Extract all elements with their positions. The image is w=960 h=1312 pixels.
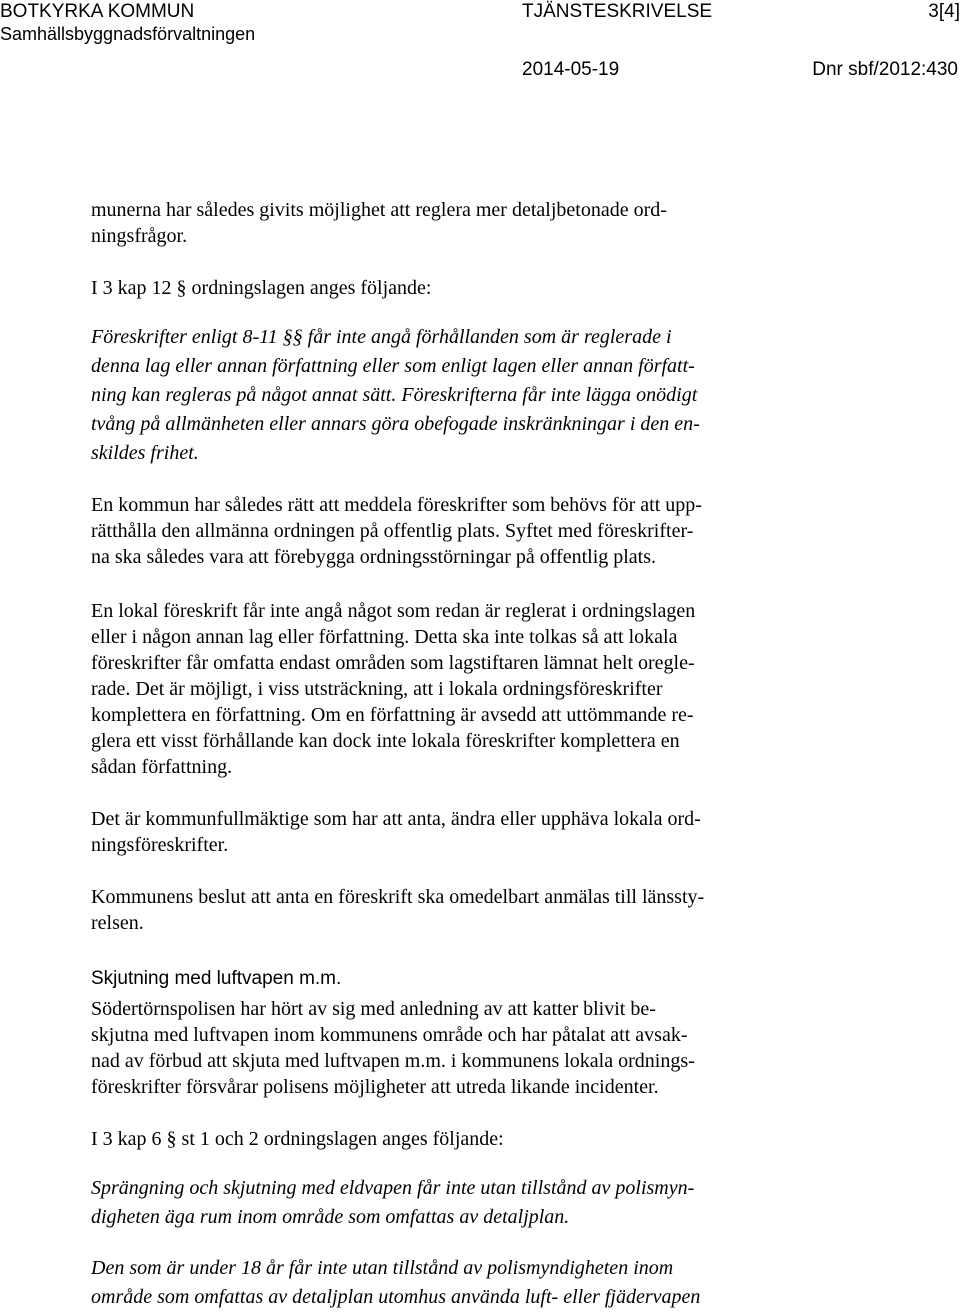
quote-paragraph-3: Den som är under 18 år får inte utan tillstånd av polismyndigheten inom område som omfattas av detaljplan utomhus använda luft- eller fjädervapen bbox=[91, 1257, 701, 1308]
page-number: 3[4] bbox=[928, 1, 960, 22]
paragraph-4: En kommun har således rätt att meddela föreskrifter som behövs för att upp- rätthålla den allmänna ordningen på offentlig plats. Syftet med föreskrifter- na ska således vara att förebygga ordningsstörningar på offentlig plats. bbox=[91, 494, 702, 568]
paragraph-9: I 3 kap 6 § st 1 och 2 ordningslagen anges följande: bbox=[91, 1128, 504, 1150]
department-name: Samhällsbyggnadsförvaltningen bbox=[0, 24, 256, 44]
organization-name: BOTKYRKA KOMMUN bbox=[0, 1, 195, 22]
paragraph-8: Södertörnspolisen har hört av sig med anledning av att katter blivit be- skjutna med luftvapen inom kommunens område och har påtalat att avsak- nad av förbud att skjuta med luftvapen m.m. i kommunens lokala ordnings- föreskrifter försvårar polisens möjligheter att utreda likande incidenter. bbox=[91, 998, 695, 1098]
document-type: TJÄNSTESKRIVELSE bbox=[522, 1, 713, 22]
document-date: 2014-05-19 bbox=[522, 59, 620, 80]
quote-paragraph-2: Sprängning och skjutning med eldvapen får inte utan tillstånd av polismyn- digheten äga rum inom område som omfattas av detaljplan. bbox=[91, 1177, 695, 1228]
paragraph-2: I 3 kap 12 § ordningslagen anges följande: bbox=[91, 277, 432, 299]
section-heading: Skjutning med luftvapen m.m. bbox=[91, 968, 342, 989]
registration-number: Dnr sbf/2012:430 bbox=[812, 59, 958, 80]
paragraph-6: Det är kommunfullmäktige som har att anta, ändra eller upphäva lokala ord- ningsföreskrifter. bbox=[91, 808, 701, 856]
document-body bbox=[91, 197, 791, 1312]
quote-paragraph-1: Föreskrifter enligt 8-11 §§ får inte angå förhållanden som är reglerade i denna lag eller annan författning eller som enligt lagen eller annan författ- ning kan regleras på något annat sätt. Föreskrifterna får inte lägga onödigt tvång på allmänheten eller annars göra obefogade inskränkningar i den en- skildes frihet. bbox=[91, 326, 700, 464]
paragraph-1: munerna har således givits möjlighet att reglera mer detaljbetonade ord- ningsfrågor. bbox=[91, 199, 667, 247]
paragraph-5: En lokal föreskrift får inte angå något som redan är reglerat i ordningslagen eller i någon annan lag eller författning. Detta ska inte tolkas så att lokala föreskrifter får omfatta endast områden som lagstiftaren lämnat helt oregle- rade. Det är möjligt, i viss utsträckning, att i lokala ordningsföreskrifter komplettera en författning. Om en författning är avsedd att uttömmande re- glera ett visst förhållande kan dock inte lokala föreskrifter komplettera en sådan författning. bbox=[91, 600, 696, 778]
paragraph-7: Kommunens beslut att anta en föreskrift ska omedelbart anmälas till länssty- relsen. bbox=[91, 886, 705, 934]
